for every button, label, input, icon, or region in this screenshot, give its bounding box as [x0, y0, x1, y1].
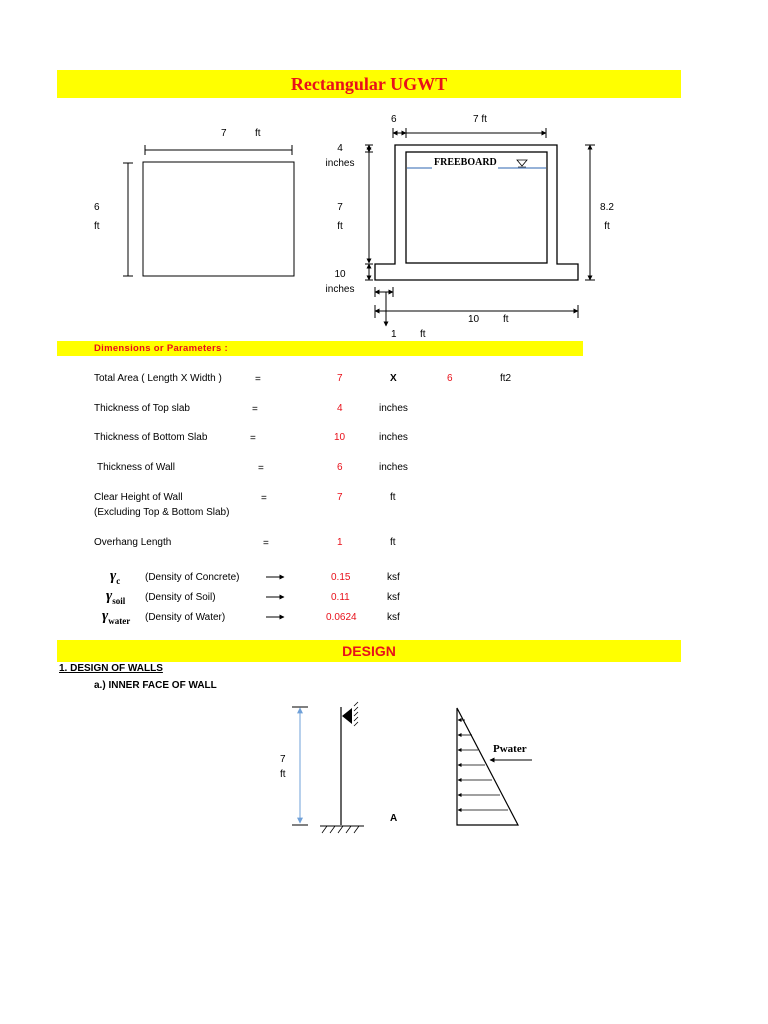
overhang-value: 1: [391, 329, 397, 340]
param-value: 10: [334, 432, 346, 443]
bottom-slab-value: 10: [334, 269, 346, 280]
param-eq: =: [258, 463, 264, 474]
clear-width-label: 7 ft: [473, 114, 487, 125]
param-eq: =: [255, 374, 261, 385]
plan-length-value: 7: [221, 128, 227, 139]
density-desc: (Density of Soil): [145, 592, 216, 603]
plan-width-unit: ft: [94, 221, 100, 232]
design-title: DESIGN: [342, 643, 396, 659]
top-slab-value: 4: [337, 143, 343, 154]
param-value: 4: [337, 403, 343, 414]
param-label: Thickness of Wall: [97, 462, 175, 473]
height-unit: ft: [337, 221, 343, 232]
water-level-symbol: [517, 160, 527, 166]
wall-thk-label: 6: [391, 114, 397, 125]
support-label: A: [390, 813, 398, 824]
page-title: Rectangular UGWT: [290, 74, 448, 94]
height-value: 7: [337, 202, 343, 213]
bottom-slab-unit: inches: [325, 284, 355, 295]
density-value: 0.15: [331, 572, 351, 583]
pressure-label: Pwater: [493, 743, 527, 755]
param-unit: inches: [379, 462, 408, 473]
wall-height-unit: ft: [280, 769, 286, 780]
param-unit: ft: [390, 492, 396, 503]
density-unit: ksf: [387, 572, 400, 583]
param-label-2: (Excluding Top & Bottom Slab): [94, 507, 230, 518]
plan-rectangle: [143, 162, 294, 276]
inner-face-heading: a.) INNER FACE OF WALL: [94, 680, 217, 691]
top-slab-unit: inches: [325, 158, 355, 169]
gamma-symbol: $\gamma_c$: [110, 568, 121, 586]
tank-inner: [406, 152, 547, 263]
param-label: Overhang Length: [94, 537, 172, 548]
wall-height-value: 7: [280, 754, 286, 765]
param-value: 6: [337, 462, 343, 473]
walls-heading: 1. DESIGN OF WALLS: [59, 663, 163, 674]
param-value: 7: [337, 492, 343, 503]
param-value2: 6: [447, 373, 453, 384]
pressure-triangle: [457, 708, 518, 825]
plan-width-value: 6: [94, 202, 100, 213]
total-height-value: 8.2: [600, 202, 614, 213]
gamma-symbol: $\gamma_{water}$: [102, 608, 131, 626]
param-eq: =: [263, 538, 269, 549]
density-desc: (Density of Water): [145, 612, 226, 623]
param-eq: =: [250, 433, 256, 444]
param-value: 7: [337, 373, 343, 384]
density-desc: (Density of Concrete): [145, 572, 240, 583]
param-unit: ft: [390, 537, 396, 548]
param-times: X: [390, 373, 397, 384]
param-unit: inches: [379, 432, 408, 443]
param-value: 1: [337, 537, 343, 548]
overhang-unit: ft: [420, 329, 426, 340]
total-height-unit: ft: [604, 221, 610, 232]
param-eq: =: [252, 404, 258, 415]
param-unit: ft2: [500, 373, 512, 384]
gamma-symbol: $\gamma_{soil}$: [106, 588, 126, 606]
freeboard-label: FREEBOARD: [434, 157, 497, 168]
hinge-support-icon: [342, 708, 352, 724]
base-unit: ft: [503, 314, 509, 325]
pressure-arrows: [458, 720, 508, 810]
param-label: Clear Height of Wall: [94, 492, 183, 503]
base-value: 10: [468, 314, 480, 325]
param-label: Thickness of Bottom Slab: [94, 432, 208, 443]
plan-length-unit: ft: [255, 128, 261, 139]
params-heading: Dimensions or Parameters :: [94, 343, 228, 354]
param-label: Total Area ( Length X Width ): [94, 373, 222, 384]
param-label: Thickness of Top slab: [94, 403, 190, 414]
param-eq: =: [261, 493, 267, 504]
density-value: 0.0624: [326, 612, 357, 623]
param-unit: inches: [379, 403, 408, 414]
density-value: 0.11: [331, 592, 350, 603]
density-unit: ksf: [387, 612, 400, 623]
density-unit: ksf: [387, 592, 400, 603]
